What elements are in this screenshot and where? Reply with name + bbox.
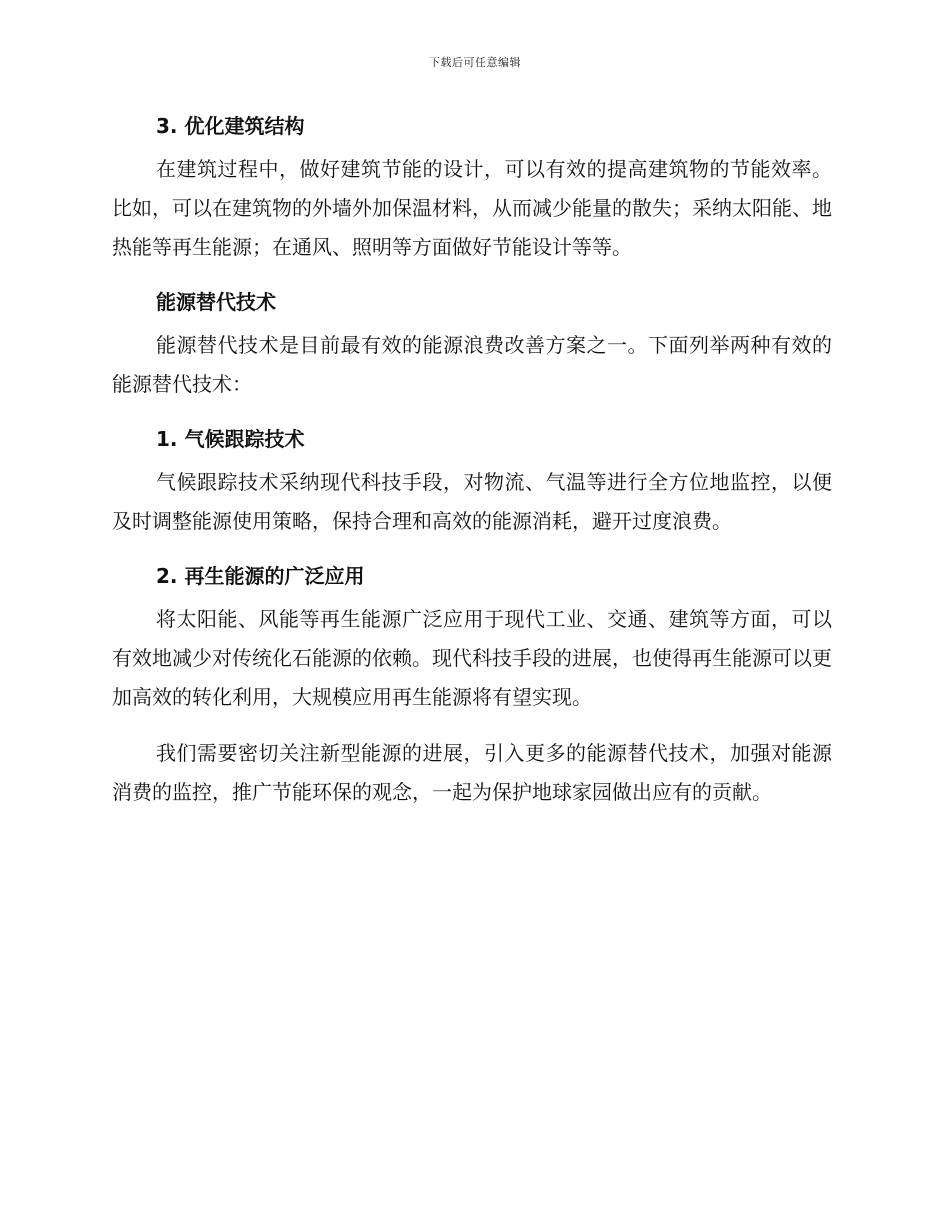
page-header: 下载后可任意编辑: [429, 56, 521, 69]
document-body: [112, 108, 832, 829]
paragraph-climate-tracking: 气候跟踪技术采纳现代科技手段，对物流、气温等进行全方位地监控，以便及时调整能源使用策略，保持合理和高效的能源消耗，避开过度浪费。: [112, 470, 832, 533]
paragraph-energy-substitution-intro: 能源替代技术是目前最有效的能源浪费改善方案之一。下面列举两种有效的能源替代技术：: [112, 333, 832, 396]
section-heading-optimize-building: 3. 优化建筑结构: [156, 114, 305, 138]
paragraph-building-energy-design: 在建筑过程中，做好建筑节能的设计，可以有效的提高建筑物的节能效率。比如，可以在建筑物的外墙外加保温材料，从而减少能量的散失；采纳太阳能、地热能等再生能源；在通风、照明等方面做好节能设计等等。: [112, 157, 832, 259]
section-heading-renewable-energy: 2. 再生能源的广泛应用: [156, 564, 365, 588]
paragraph-conclusion: 我们需要密切关注新型能源的进展，引入更多的能源替代技术，加强对能源消费的监控，推广节能环保的观念，一起为保护地球家园做出应有的贡献。: [112, 741, 832, 804]
paragraph-renewable-energy: 将太阳能、风能等再生能源广泛应用于现代工业、交通、建筑等方面，可以有效地减少对传统化石能源的依赖。现代科技手段的进展，也使得再生能源可以更加高效的转化利用，大规模应用再生能源将有望实现。: [112, 607, 832, 709]
section-heading-energy-substitution: 能源替代技术: [156, 290, 276, 314]
section-heading-climate-tracking: 1. 气候跟踪技术: [156, 427, 305, 451]
